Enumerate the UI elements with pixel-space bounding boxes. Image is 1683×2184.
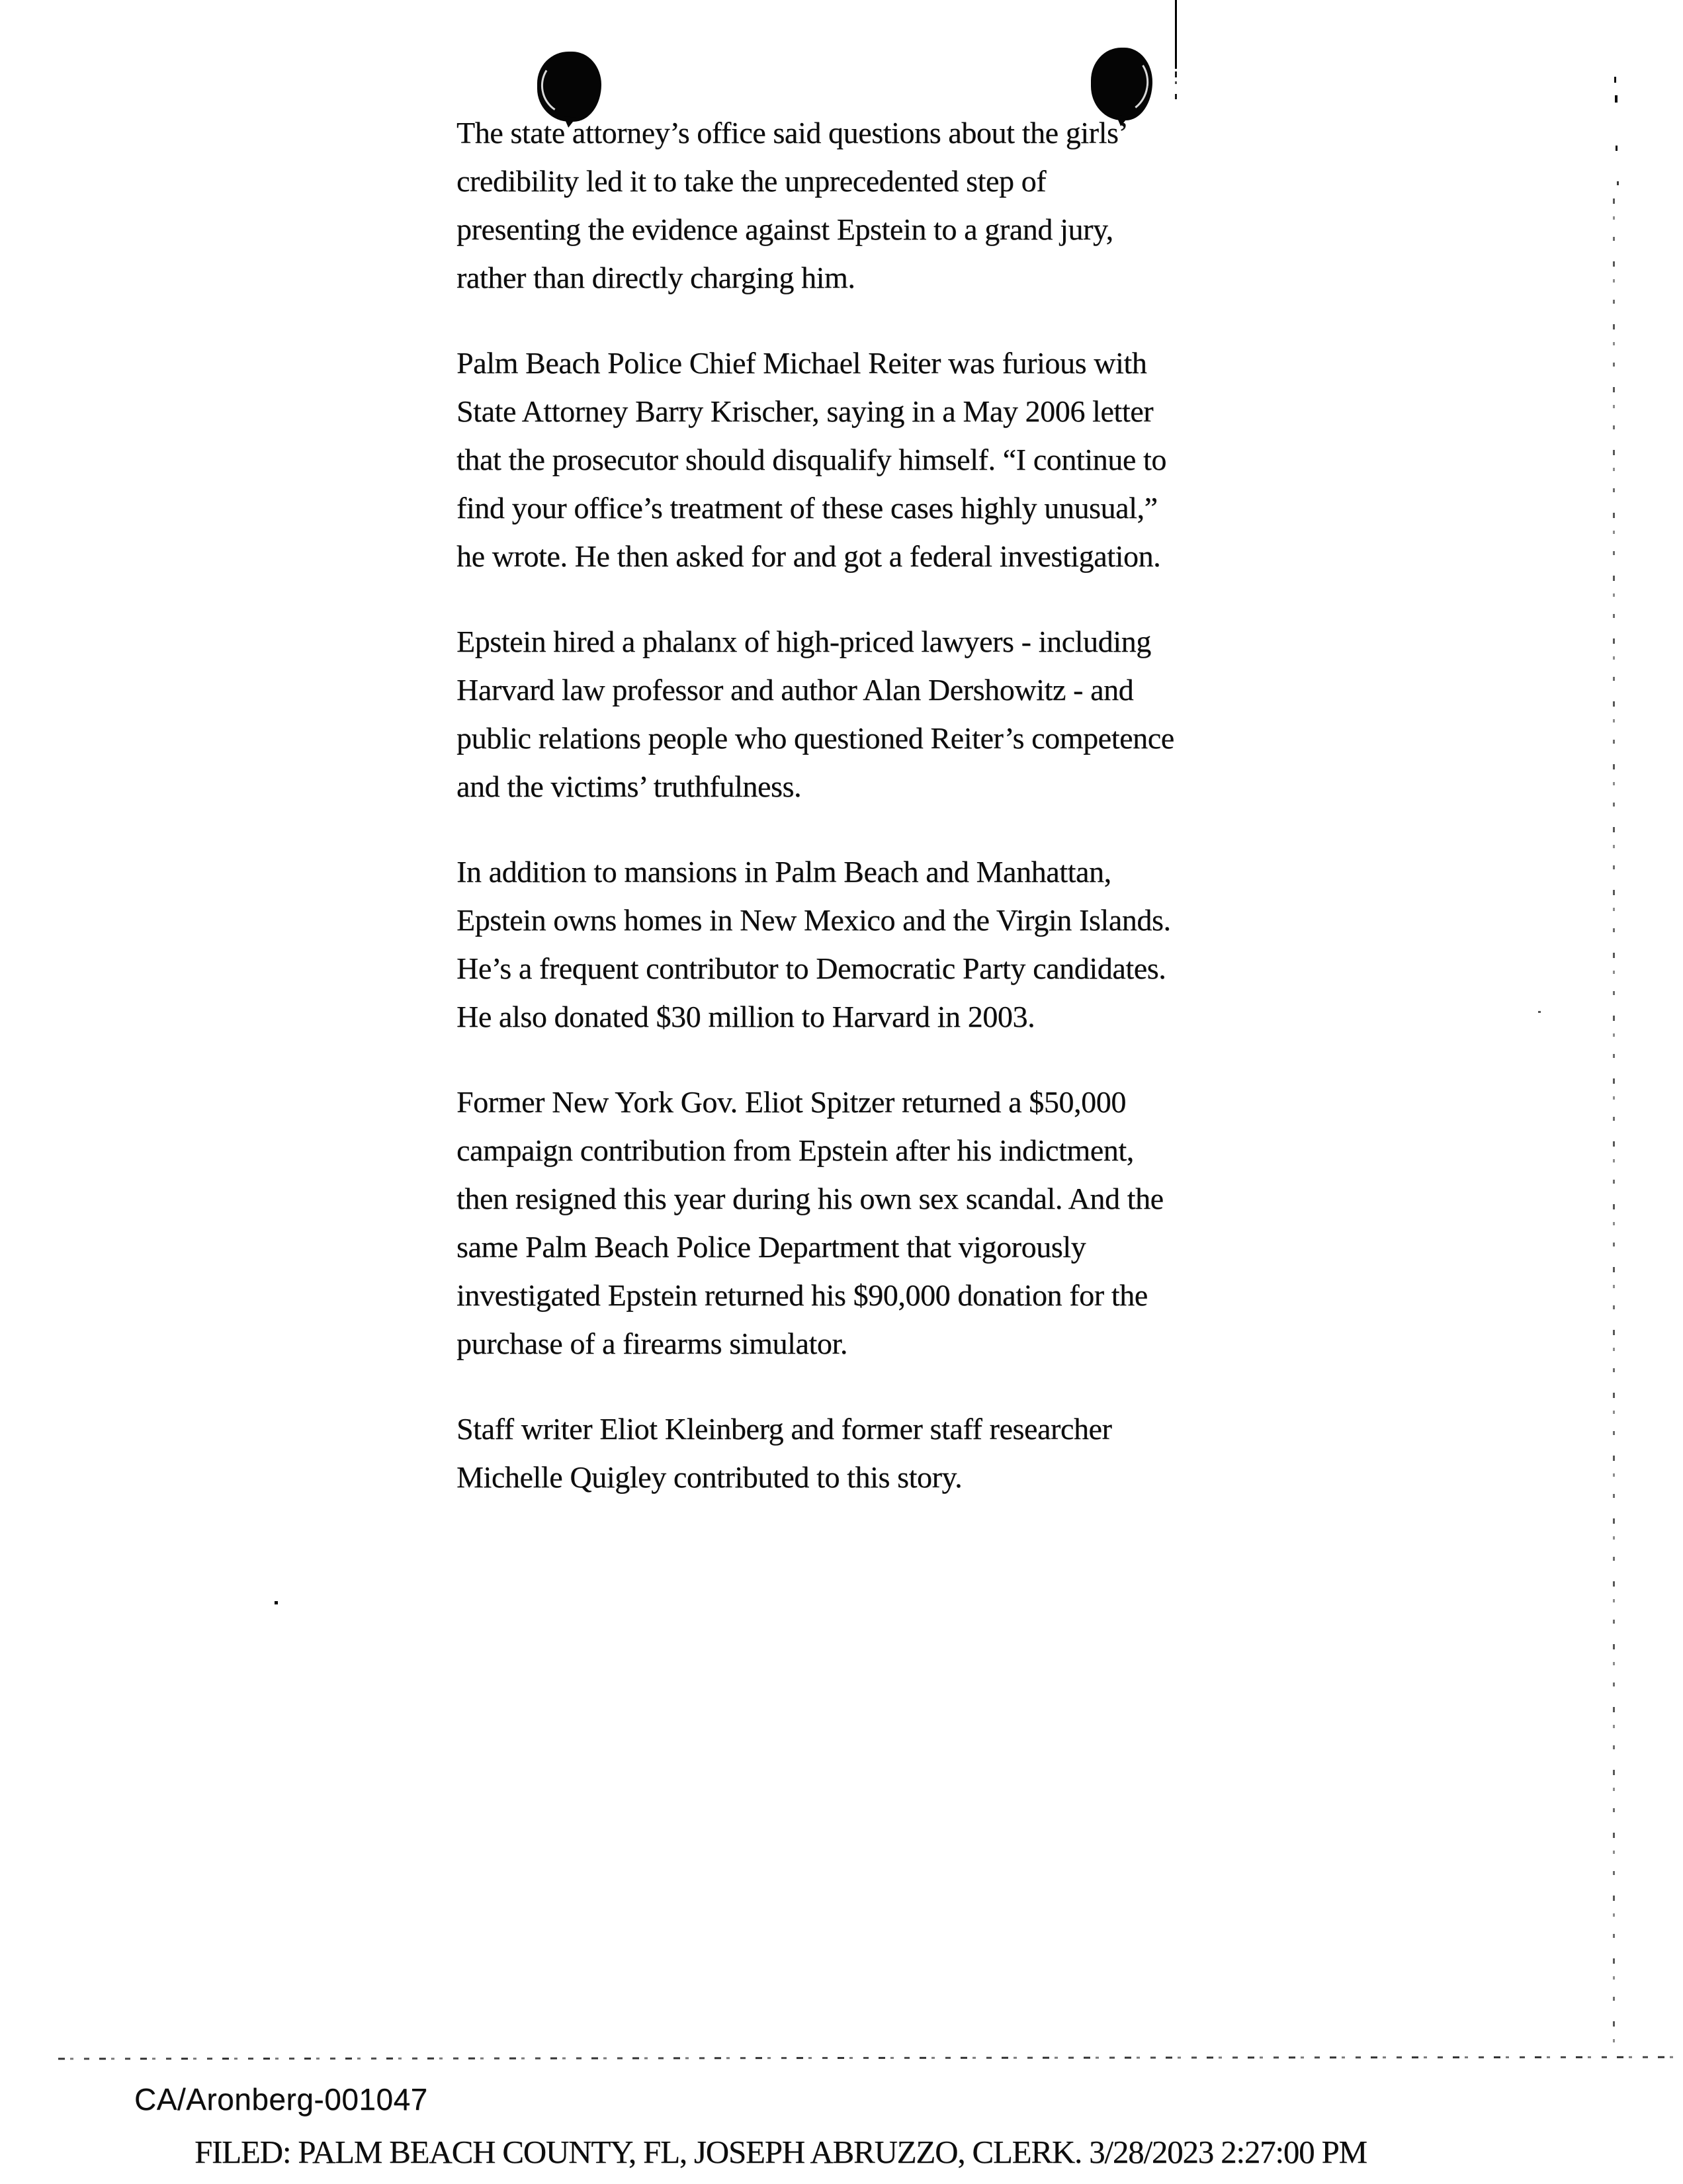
paragraph: [456, 624, 1290, 817]
body-line: presenting the evidence against Epstein to a grand jury,: [456, 212, 1113, 246]
paragraph: [456, 345, 1290, 587]
body-line: He’s a frequent contributor to Democratic Party candidates.: [456, 951, 1166, 985]
bates-number: CA/Aronberg-001047: [134, 2082, 428, 2117]
scan-artifact-right-edge-line: [1613, 198, 1615, 2054]
paragraph: [456, 1411, 1290, 1508]
body-line: purchase of a firearms simulator.: [456, 1327, 847, 1360]
body-line: Epstein hired a phalanx of high-priced lawyers - including: [456, 625, 1151, 658]
body-line: Epstein owns homes in New Mexico and the Virgin Islands.: [456, 903, 1171, 937]
body-line: public relations people who questioned Reiter’s competence: [456, 721, 1174, 755]
body-line: investigated Epstein returned his $90,000 donation for the: [456, 1278, 1148, 1312]
scan-speck: [1616, 146, 1618, 151]
body-line: Harvard law professor and author Alan Dershowitz - and: [456, 673, 1134, 707]
body-line: credibility led it to take the unprecedented step of: [456, 164, 1047, 198]
paragraph: [456, 115, 1290, 308]
scan-speck: [1615, 95, 1618, 103]
ink-blot-right-mark: [1091, 48, 1152, 120]
paragraph: [456, 1084, 1290, 1374]
filed-stamp: FILED: PALM BEACH COUNTY, FL, JOSEPH ABRUZZO, CLERK. 3/28/2023 2:27:00 PM: [194, 2134, 1367, 2170]
body-line: He also donated $30 million to Harvard in 2003.: [456, 1000, 1035, 1033]
body-line: Michelle Quigley contributed to this story.: [456, 1460, 963, 1494]
body-line: The state attorney’s office said questions about the girls’: [456, 116, 1129, 150]
body-line: campaign contribution from Epstein after his indictment,: [456, 1133, 1134, 1167]
scan-speck: [1617, 181, 1619, 185]
scan-speck: [1538, 1011, 1541, 1013]
scan-speck: [275, 1601, 278, 1604]
body-line: then resigned this year during his own sex scandal. And the: [456, 1182, 1164, 1215]
article-body: [456, 115, 1290, 1545]
scan-speck: [1614, 77, 1616, 83]
ink-blot-left-mark: [537, 52, 601, 122]
body-line: In addition to mansions in Palm Beach and Manhattan,: [456, 855, 1111, 889]
body-line: Staff writer Eliot Kleinberg and former staff researcher: [456, 1412, 1112, 1446]
body-line: and the victims’ truthfulness.: [456, 769, 802, 803]
body-line: same Palm Beach Police Department that vigorously: [456, 1230, 1086, 1264]
scan-artifact-bottom-dotted-line: [58, 2056, 1683, 2061]
body-line: Former New York Gov. Eliot Spitzer returned a $50,000: [456, 1085, 1126, 1119]
paragraph: [456, 854, 1290, 1047]
body-line: he wrote. He then asked for and got a federal investigation.: [456, 539, 1161, 573]
body-line: Palm Beach Police Chief Michael Reiter was furious with: [456, 346, 1147, 380]
body-line: find your office’s treatment of these cases highly unusual,”: [456, 491, 1158, 525]
body-line: State Attorney Barry Krischer, saying in a May 2006 letter: [456, 394, 1154, 428]
body-line: that the prosecutor should disqualify himself. “I continue to: [456, 443, 1166, 476]
body-line: rather than directly charging him.: [456, 261, 855, 294]
scan-artifact-top-vertical-line: [1175, 0, 1177, 69]
